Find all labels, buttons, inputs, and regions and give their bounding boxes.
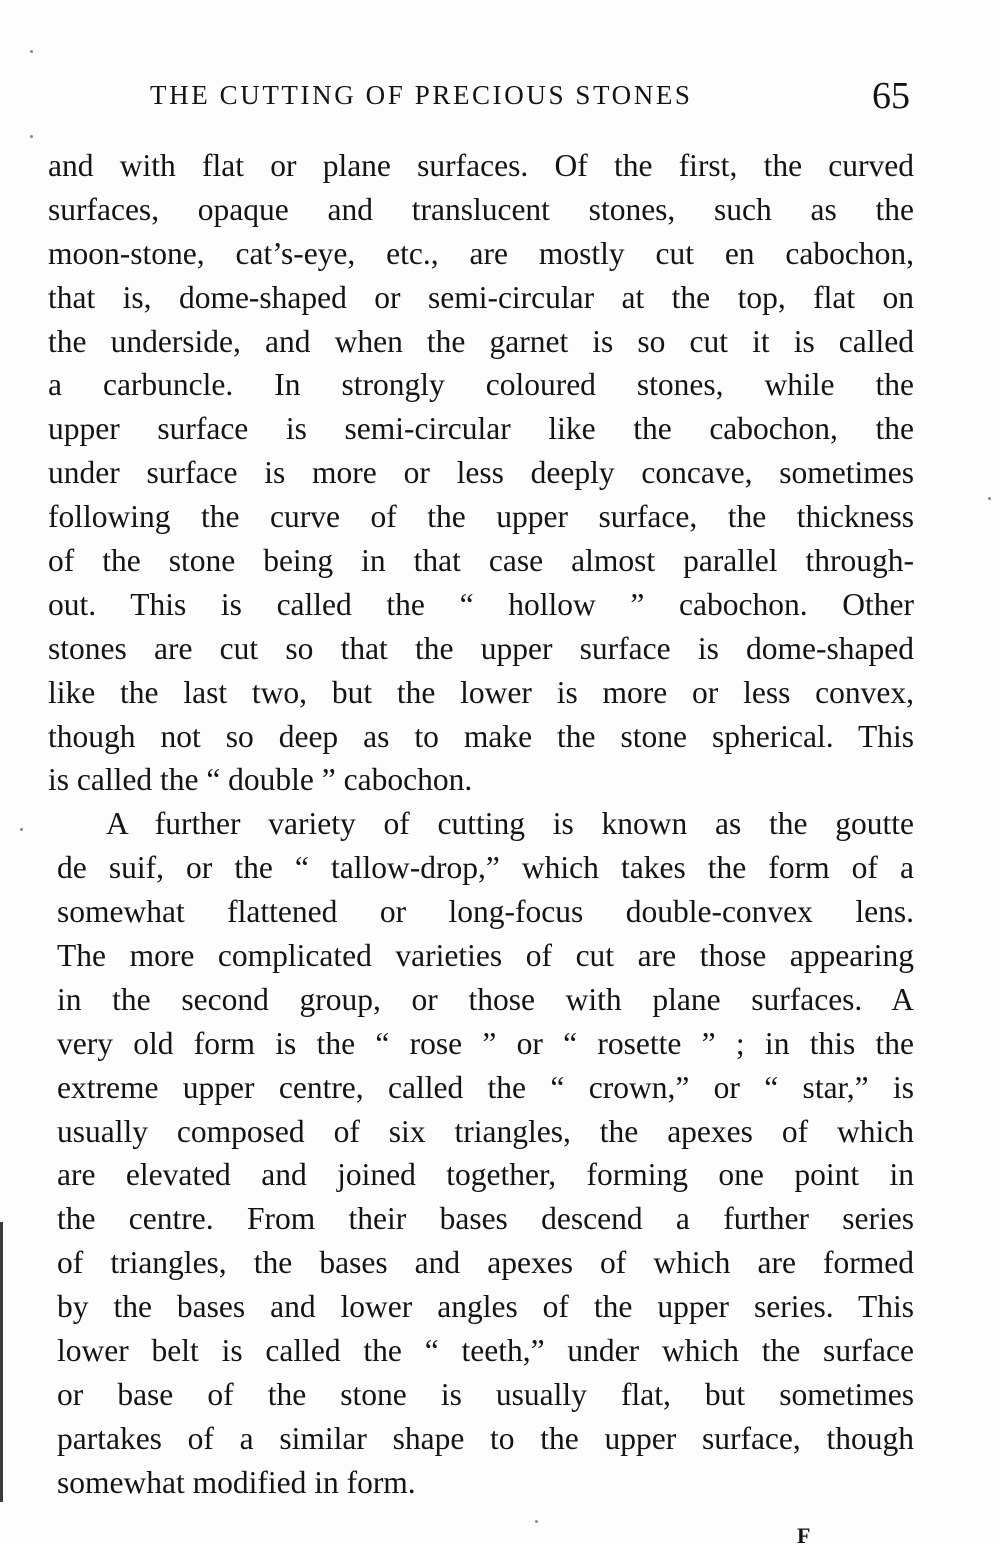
text-line: A further variety of cutting is known as the goutte bbox=[106, 806, 914, 842]
running-title: THE CUTTING OF PRECIOUS STONES bbox=[150, 80, 693, 110]
scan-speck bbox=[30, 50, 33, 53]
paragraph-2 bbox=[48, 802, 914, 1504]
text-line: or base of the stone is usually flat, but sometimes bbox=[57, 1376, 914, 1412]
text-line: though not so deep as to make the stone spherical. This bbox=[48, 718, 914, 754]
scan-speck bbox=[20, 828, 23, 831]
text-line: a carbuncle. In strongly coloured stones, while the bbox=[48, 367, 914, 403]
body-text bbox=[48, 144, 914, 1505]
text-line: moon-stone, cat’s-eye, etc., are mostly cut en cabochon, bbox=[48, 235, 914, 271]
text-line: somewhat flattened or long-focus double-convex lens. bbox=[57, 894, 914, 930]
text-line: extreme upper centre, called the “ crown,” or “ star,” is bbox=[57, 1069, 914, 1105]
text-line: partakes of a similar shape to the upper surface, though bbox=[57, 1420, 914, 1456]
text-line: lower belt is called the “ teeth,” under which the surface bbox=[57, 1333, 914, 1369]
page-number: 65 bbox=[872, 75, 910, 117]
text-line: is called the “ double ” cabochon. bbox=[48, 762, 473, 798]
scan-speck bbox=[988, 497, 991, 500]
text-line: upper surface is semi-circular like the cabochon, the bbox=[48, 411, 914, 447]
running-head bbox=[150, 74, 910, 117]
text-line: that is, dome-shaped or semi-circular at the top, flat on bbox=[48, 279, 914, 315]
text-line: surfaces, opaque and translucent stones, such as the bbox=[48, 191, 914, 227]
text-line: following the curve of the upper surface, the thickness bbox=[48, 499, 914, 535]
text-line: somewhat modified in form. bbox=[57, 1464, 416, 1500]
scan-speck bbox=[535, 1520, 538, 1523]
text-line: usually composed of six triangles, the apexes of which bbox=[57, 1113, 914, 1149]
text-line: the underside, and when the garnet is so cut it is called bbox=[48, 323, 914, 359]
text-line: of triangles, the bases and apexes of which are formed bbox=[57, 1245, 914, 1281]
margin-shadow bbox=[0, 1222, 3, 1502]
scan-speck bbox=[30, 135, 33, 138]
text-line: by the bases and lower angles of the upper series. This bbox=[57, 1289, 914, 1325]
text-line: out. This is called the “ hollow ” cabochon. Other bbox=[48, 586, 914, 622]
text-line: The more complicated varieties of cut are those appearing bbox=[57, 938, 914, 974]
text-line: the centre. From their bases descend a further series bbox=[57, 1201, 914, 1237]
text-line: de suif, or the “ tallow-drop,” which takes the form of a bbox=[57, 850, 914, 886]
text-line: in the second group, or those with plane surfaces. A bbox=[57, 981, 914, 1017]
text-line: stones are cut so that the upper surface is dome-shaped bbox=[48, 630, 914, 666]
text-line: under surface is more or less deeply concave, sometimes bbox=[48, 455, 914, 491]
text-line: and with flat or plane surfaces. Of the first, the curved bbox=[48, 148, 914, 183]
text-line: very old form is the “ rose ” or “ rosette ” ; in this the bbox=[57, 1025, 914, 1061]
signature-mark: F bbox=[797, 1523, 811, 1548]
text-line: are elevated and joined together, forming one point in bbox=[57, 1157, 914, 1193]
text-line: of the stone being in that case almost parallel through- bbox=[48, 543, 914, 579]
text-line: like the last two, but the lower is more or less convex, bbox=[48, 674, 914, 710]
paragraph-1 bbox=[48, 144, 914, 802]
